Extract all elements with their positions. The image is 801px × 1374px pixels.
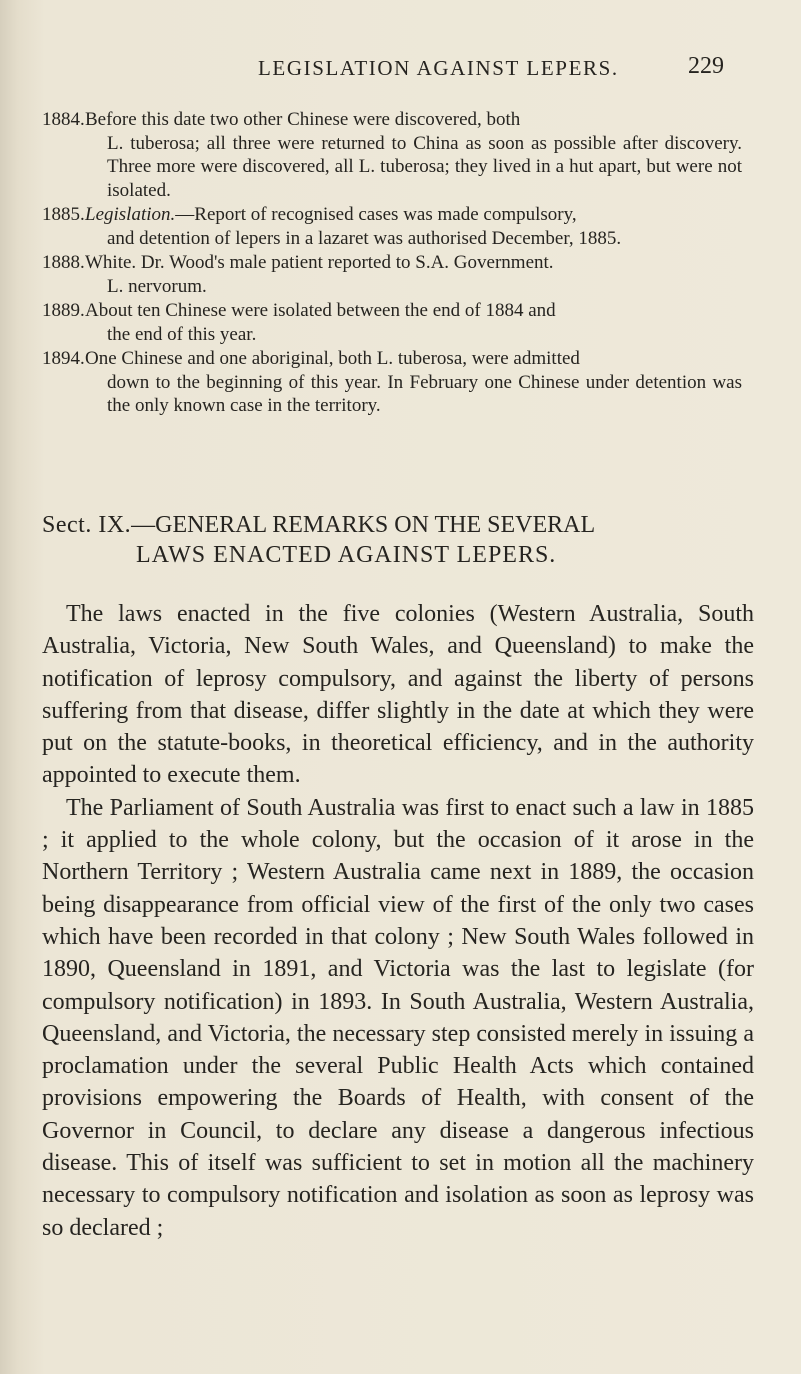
body-text bbox=[42, 598, 754, 1244]
entry-year: 1884. bbox=[42, 109, 85, 130]
chronology-entry bbox=[42, 299, 742, 346]
section-heading-line1: —GENERAL REMARKS ON THE SEVERAL bbox=[131, 512, 596, 538]
section-heading bbox=[42, 510, 762, 570]
entry-text bbox=[85, 108, 742, 202]
entry-first-line: About ten Chinese were isolated between the end of 1884 and bbox=[85, 300, 556, 321]
entry-first-line: Before this date two other Chinese were discovered, both bbox=[85, 109, 521, 130]
entry-year: 1885. bbox=[42, 204, 85, 225]
entry-text bbox=[85, 299, 742, 346]
section-label: Sect. IX. bbox=[42, 512, 132, 538]
entry-lead-italic: Legislation. bbox=[85, 204, 176, 225]
entry-continuation: down to the beginning of this year. In February one Chinese under detention was the only known case in the territory. bbox=[107, 371, 742, 416]
running-head bbox=[0, 48, 801, 88]
entry-text bbox=[85, 347, 742, 418]
entry-continuation: L. nervorum. bbox=[107, 275, 207, 297]
entry-text bbox=[85, 203, 742, 250]
chronology-entry bbox=[42, 108, 742, 202]
entry-year: 1894. bbox=[42, 348, 85, 369]
chronology-list bbox=[42, 108, 742, 419]
chronology-entry bbox=[42, 203, 742, 250]
entry-first-line: —Report of recognised cases was made compulsory, bbox=[175, 204, 577, 225]
paragraph: The laws enacted in the five colonies (Western Australia, South Australia, Victoria, New South Wales, and Queensland) to make the notification of leprosy compulsory, and against the liberty of persons suffering from that disease, differ slightly in the date at which they were put on the statute-books, in theoretical efficiency, and in the authority appointed to execute them. bbox=[42, 601, 754, 789]
entry-continuation: L. tuberosa; all three were returned to China as soon as possible after discovery. Three more were discovered, all L. tuberosa; they lived in a hut apart, but were not isolated. bbox=[107, 132, 742, 201]
chronology-entry bbox=[42, 251, 742, 298]
page-number: 229 bbox=[688, 53, 724, 79]
entry-year: 1889. bbox=[42, 300, 85, 321]
entry-first-line: One Chinese and one aboriginal, both L. tuberosa, were admitted bbox=[85, 348, 580, 369]
entry-continuation: and detention of lepers in a lazaret was authorised December, 1885. bbox=[107, 227, 622, 249]
entry-text bbox=[85, 251, 742, 298]
running-title: LEGISLATION AGAINST LEPERS. bbox=[258, 56, 619, 80]
section-heading-line2: LAWS ENACTED AGAINST LEPERS. bbox=[136, 542, 557, 568]
entry-continuation: the end of this year. bbox=[107, 323, 257, 345]
entry-year: 1888. bbox=[42, 252, 85, 273]
entry-first-line: White. Dr. Wood's male patient reported to S.A. Government. bbox=[85, 252, 554, 273]
chronology-entry bbox=[42, 347, 742, 418]
paragraph: The Parliament of South Australia was first to enact such a law in 1885 ; it applied to the whole colony, but the occasion of it arose in the Northern Territory ; Western Australia came next in 1889, the occasion being disappearance from official view of the first of the only two cases which have been recorded in that colony ; New South Wales followed in 1890, Queensland in 1891, and Victoria was the last to legislate (for compulsory notification) in 1893. In South Australia, Western Australia, Queensland, and Victoria, the necessary step consisted merely in issuing a proclamation under the several Public Health Acts which contained provisions empowering the Boards of Health, with consent of the Governor in Council, to declare any disease a dangerous infectious disease. This of itself was sufficient to set in motion all the machinery necessary to compulsory notification and isolation as soon as leprosy was so declared ; bbox=[42, 794, 754, 1241]
